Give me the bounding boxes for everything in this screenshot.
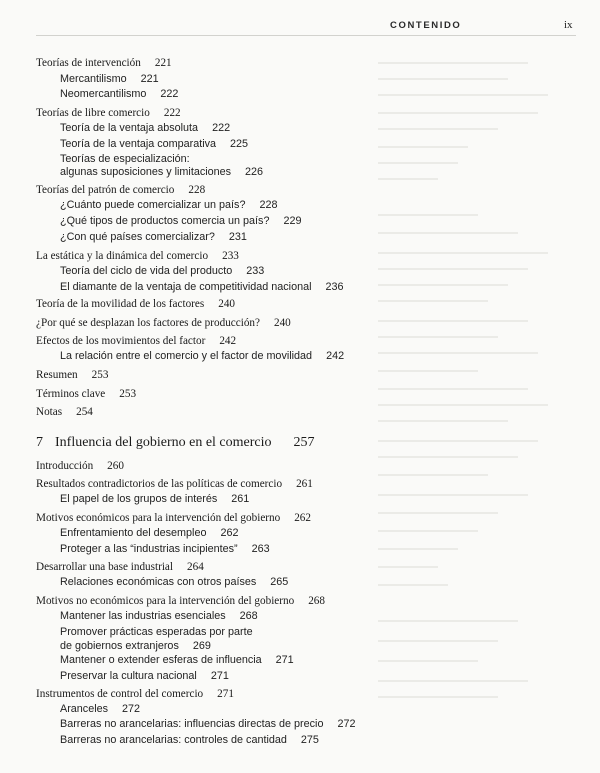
toc-entry-page: 268	[239, 610, 258, 622]
toc-entry-title: Mantener las industrias esenciales	[60, 610, 226, 622]
toc-entry-page: 228	[188, 184, 206, 196]
toc-entry-title: ¿Cuánto puede comercializar un país?	[60, 199, 246, 211]
bleed-through-line	[378, 232, 518, 234]
toc-entry-page: 242	[326, 350, 345, 362]
toc-entry-title: Teoría de la ventaja comparativa	[60, 138, 217, 150]
toc-entry-title: Teorías de especialización:	[60, 153, 190, 165]
bleed-through-line	[378, 388, 528, 390]
toc-entry	[60, 718, 355, 730]
toc-entry	[36, 184, 205, 196]
bleed-through-line	[378, 214, 478, 216]
toc-entry-title: Instrumentos de control del comercio	[36, 688, 204, 700]
toc-entry-title: El papel de los grupos de interés	[60, 493, 218, 505]
toc-entry	[36, 688, 234, 700]
toc-entry	[36, 317, 291, 329]
toc-entry-title: Aranceles	[60, 703, 109, 715]
toc-entry	[60, 138, 248, 150]
toc-entry-page: 261	[231, 493, 250, 505]
toc-entry-page: 242	[219, 335, 237, 347]
toc-entry-title: Relaciones económicas con otros países	[60, 576, 257, 588]
toc-entry	[60, 231, 247, 243]
toc-entry-page: 263	[251, 543, 270, 555]
toc-entry	[60, 122, 230, 134]
bleed-through-line	[378, 352, 538, 354]
chapter-heading	[36, 435, 315, 451]
toc-entry-title: Barreras no arancelarias: influencias directas de precio	[60, 718, 324, 730]
toc-entry-title: El diamante de la ventaja de competitividad nacional	[60, 281, 312, 293]
toc-entry-page: 225	[230, 138, 249, 150]
toc-entry-title: Resultados contradictorios de las políticas de comercio	[36, 478, 283, 490]
toc-entry-page: 222	[160, 88, 179, 100]
toc-entry	[60, 703, 140, 715]
toc-entry-title: Motivos no económicos para la intervención del gobierno	[36, 595, 295, 607]
toc-entry-page: 240	[218, 298, 235, 310]
toc-entry-title: Enfrentamiento del desempleo	[60, 527, 207, 539]
toc-entry	[36, 57, 172, 69]
toc-entry-page: 222	[212, 122, 231, 134]
toc-entry-title: Desarrollar una base industrial	[36, 561, 173, 573]
toc-entry-title: de gobiernos extranjeros	[60, 640, 179, 652]
toc-entry-page: 233	[222, 250, 239, 262]
chapter-page: 257	[293, 435, 315, 450]
toc-entry-page: 271	[210, 670, 229, 682]
toc-entry	[60, 640, 211, 652]
toc-entry-title: ¿Con qué países comercializar?	[60, 231, 215, 243]
toc-entry-page: 265	[270, 576, 289, 588]
toc-entry-page: 262	[294, 512, 311, 524]
bleed-through-line	[378, 146, 468, 148]
toc-entry-title: La estática y la dinámica del comercio	[36, 250, 209, 262]
toc-entry-title: Promover prácticas esperadas por parte	[60, 626, 253, 638]
toc-entry-page: 229	[283, 215, 302, 227]
toc-entry-page: 271	[217, 688, 234, 700]
toc-entry	[60, 734, 319, 746]
toc-entry	[36, 460, 124, 472]
toc-entry-title: Teorías del patrón de comercio	[36, 184, 175, 196]
toc-entry	[60, 654, 294, 666]
toc-entry	[60, 265, 264, 277]
toc-entry-page: 222	[163, 107, 181, 119]
bleed-through-line	[378, 94, 548, 96]
toc-entry-title: Neomercantilismo	[60, 88, 147, 100]
toc-entry	[60, 73, 159, 85]
bleed-through-line	[378, 320, 528, 322]
toc-entry-page: 226	[245, 166, 264, 178]
toc-entry	[60, 153, 190, 165]
toc-entry	[60, 281, 344, 293]
toc-entry-page: 231	[228, 231, 247, 243]
toc-entry	[60, 350, 344, 362]
toc-entry-title: Efectos de los movimientos del factor	[36, 335, 206, 347]
bleed-through-line	[378, 494, 528, 496]
toc-entry	[36, 369, 108, 381]
bleed-through-line	[378, 300, 488, 302]
bleed-through-line	[378, 696, 498, 698]
bleed-through-line	[378, 584, 448, 586]
toc-entry	[60, 166, 263, 178]
toc-entry	[60, 199, 277, 211]
toc-entry	[60, 527, 238, 539]
toc-entry-page: 253	[119, 388, 137, 400]
toc-entry-title: algunas suposiciones y limitaciones	[60, 166, 232, 178]
toc-entry-page: 236	[325, 281, 344, 293]
toc-entry-page: 254	[76, 406, 93, 418]
toc-entry-title: Proteger a las “industrias incipientes”	[60, 543, 238, 555]
toc-entry-page: 221	[154, 57, 172, 69]
bleed-through-line	[378, 178, 438, 180]
toc-entry-page: 272	[122, 703, 141, 715]
toc-entry-page: 269	[192, 640, 211, 652]
bleed-through-line	[378, 370, 478, 372]
toc-entry	[36, 298, 235, 310]
toc-entry	[60, 215, 301, 227]
toc-entry-page: 233	[246, 265, 265, 277]
bleed-through-line	[378, 548, 458, 550]
toc-entry	[36, 595, 325, 607]
bleed-through-line	[378, 128, 498, 130]
bleed-through-line	[378, 566, 438, 568]
bleed-through-line	[378, 474, 488, 476]
bleed-through-line	[378, 268, 528, 270]
toc-entry-page: 221	[140, 73, 159, 85]
toc-entry	[36, 335, 236, 347]
toc-entry-title: Introducción	[36, 460, 94, 472]
bleed-through-line	[378, 112, 538, 114]
toc-entry-page: 264	[187, 561, 204, 573]
toc-entry-title: Notas	[36, 406, 63, 418]
toc-entry-page: 262	[220, 527, 239, 539]
toc-entry-title: Teorías de libre comercio	[36, 107, 150, 119]
bleed-through-texture	[378, 0, 588, 773]
toc-entry	[60, 670, 229, 682]
toc-entry	[36, 478, 313, 490]
toc-entry	[60, 626, 253, 638]
toc-entry-page: 275	[300, 734, 319, 746]
bleed-through-line	[378, 440, 538, 442]
toc-entry	[36, 406, 93, 418]
toc-entry-title: Teorías de intervención	[36, 57, 141, 69]
page-number: ix	[564, 19, 573, 31]
bleed-through-line	[378, 162, 458, 164]
toc-entry-title: La relación entre el comercio y el factor de movilidad	[60, 350, 313, 362]
bleed-through-line	[378, 284, 508, 286]
bleed-through-line	[378, 404, 548, 406]
toc-entry	[36, 512, 311, 524]
toc-entry-page: 261	[296, 478, 313, 490]
bleed-through-line	[378, 456, 518, 458]
toc-entry-title: ¿Qué tipos de productos comercia un país?	[60, 215, 270, 227]
toc-entry-page: 268	[308, 595, 325, 607]
toc-entry	[60, 88, 178, 100]
toc-entry-page: 240	[273, 317, 291, 329]
bleed-through-line	[378, 512, 498, 514]
toc-entry	[60, 576, 288, 588]
toc-entry	[36, 107, 181, 119]
toc-entry	[36, 561, 204, 573]
bleed-through-line	[378, 640, 498, 642]
toc-entry	[60, 543, 270, 555]
toc-entry-page: 271	[275, 654, 294, 666]
bleed-through-line	[378, 78, 508, 80]
toc-entry-title: Mercantilismo	[60, 73, 127, 85]
toc-entry-title: Teoría del ciclo de vida del producto	[60, 265, 233, 277]
bleed-through-line	[378, 420, 508, 422]
toc-entry-page: 228	[259, 199, 278, 211]
toc-entry-title: Preservar la cultura nacional	[60, 670, 197, 682]
toc-entry-title: Términos clave	[36, 388, 106, 400]
toc-entry	[36, 388, 136, 400]
bleed-through-line	[378, 252, 548, 254]
bleed-through-line	[378, 680, 528, 682]
section-label: CONTENIDO	[390, 20, 462, 31]
toc-entry-page: 272	[337, 718, 356, 730]
toc-entry-title: Teoría de la ventaja absoluta	[60, 122, 199, 134]
chapter-number: 7	[36, 435, 43, 450]
toc-entry-title: Motivos económicos para la intervención del gobierno	[36, 512, 281, 524]
bleed-through-line	[378, 620, 518, 622]
bleed-through-line	[378, 530, 478, 532]
toc-entry-page: 253	[91, 369, 109, 381]
toc-entry	[36, 250, 239, 262]
toc-entry-title: Mantener o extender esferas de influencia	[60, 654, 262, 666]
toc-entry	[60, 610, 258, 622]
chapter-title: Influencia del gobierno en el comercio	[55, 435, 272, 450]
toc-entry-title: ¿Por qué se desplazan los factores de producción?	[36, 317, 260, 329]
toc-entry-title: Teoría de la movilidad de los factores	[36, 298, 205, 310]
bleed-through-line	[378, 62, 528, 64]
toc-entry-title: Barreras no arancelarias: controles de cantidad	[60, 734, 287, 746]
toc-entry-title: Resumen	[36, 369, 78, 381]
toc-entry	[60, 493, 249, 505]
toc-entry-page: 260	[107, 460, 124, 472]
bleed-through-line	[378, 660, 478, 662]
bleed-through-line	[378, 336, 498, 338]
